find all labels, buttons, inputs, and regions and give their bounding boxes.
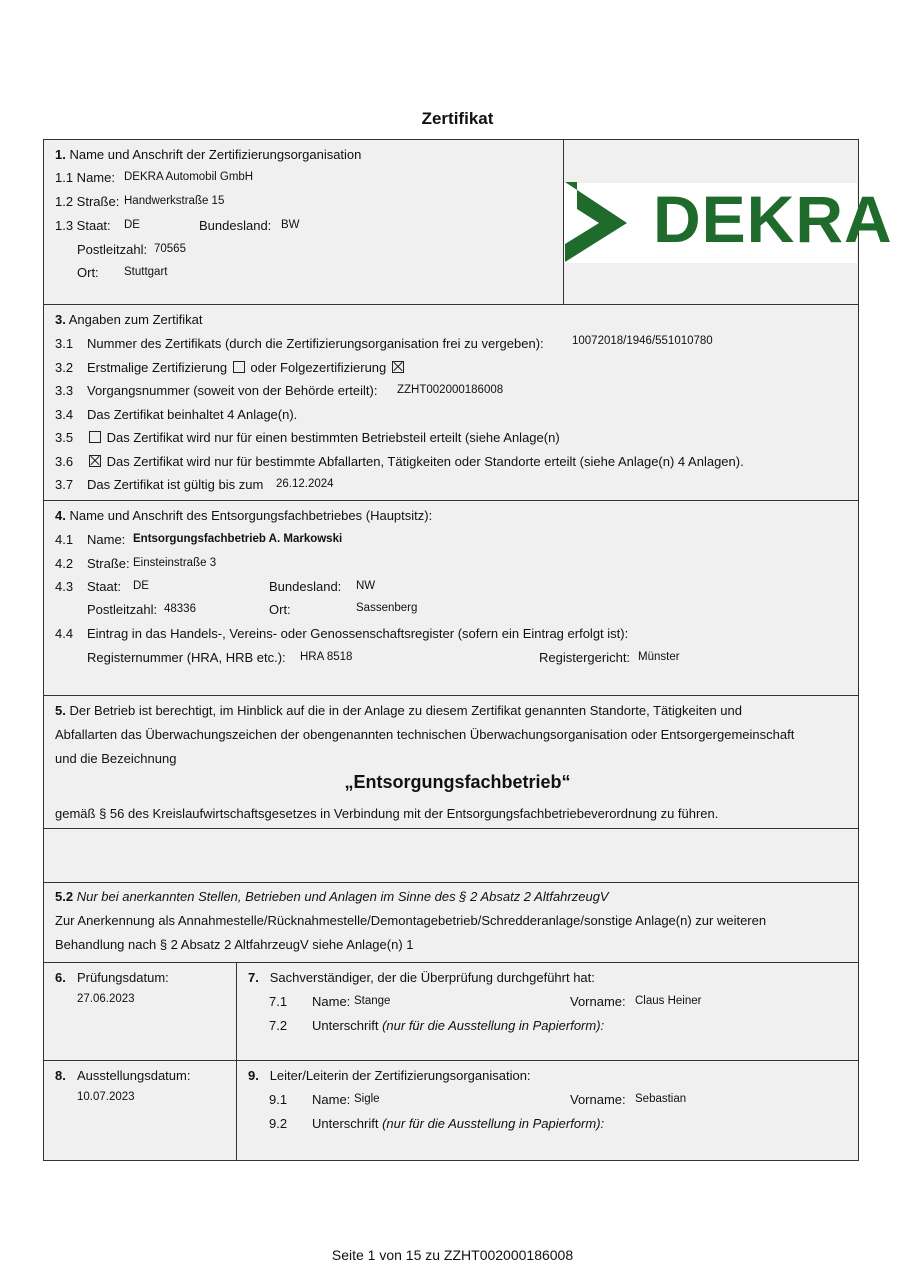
expert-name-label: Name: — [312, 994, 351, 1009]
head-firstname-label: Vorname: — [570, 1092, 626, 1107]
s7-2-num: 7.2 — [269, 1018, 288, 1033]
head-name-label: Name: — [312, 1092, 351, 1107]
certificate-number-value: 10072018/1946/551010780 — [572, 335, 713, 347]
company-plz-value: 48336 — [164, 603, 196, 615]
s3-4-text: Das Zertifikat beinhaltet 4 Anlage(n). — [87, 407, 298, 422]
s3-1-text: Nummer des Zertifikats (durch die Zertifizierungsorganisation frei zu vergeben): — [87, 336, 544, 351]
org-plz-value: 70565 — [154, 243, 186, 255]
expert-signature-label: Unterschrift (nur für die Ausstellung in Papierform): — [312, 1018, 605, 1033]
head-signature-label: Unterschrift (nur für die Ausstellung in Papierform): — [312, 1116, 605, 1131]
expert-firstname-value: Claus Heiner — [635, 995, 702, 1007]
company-ort-label: Ort: — [269, 602, 291, 617]
s4-1-label: Name: — [87, 532, 126, 547]
expert-name-value: Stange — [354, 995, 391, 1007]
s3-5-text: Das Zertifikat wird nur für einen bestimmten Betriebsteil erteilt (siehe Anlage(n) — [87, 430, 560, 445]
company-land-label: Bundesland: — [269, 579, 342, 594]
org-ort-value: Stuttgart — [124, 266, 168, 278]
s4-3-label: Staat: — [87, 579, 121, 594]
company-name-value: Entsorgungsfachbetrieb A. Markowski — [133, 533, 343, 545]
page-title: Zertifikat — [421, 109, 494, 128]
designation-title: „Entsorgungsfachbetrieb“ — [344, 772, 571, 792]
s5-line3: und die Bezeichnung — [55, 751, 177, 766]
org-street-value: Handwerkstraße 15 — [124, 195, 225, 207]
s3-2-text: Erstmalige Zertifizierung oder Folgezertifizierung — [87, 360, 406, 375]
head-firstname-value: Sebastian — [635, 1093, 687, 1105]
s9-1-num: 9.1 — [269, 1092, 288, 1107]
s4-3-num: 4.3 — [55, 579, 74, 594]
s5-2-line2: Behandlung nach § 2 Absatz 2 AltfahrzeugV siehe Anlage(n) 1 — [55, 937, 414, 952]
s3-1-num: 3.1 — [55, 336, 74, 351]
section-1-heading: 1. Name und Anschrift der Zertifizierungsorganisation — [55, 147, 362, 162]
s3-7-num: 3.7 — [55, 477, 74, 492]
follow-up-certification-checkbox — [392, 361, 404, 373]
valid-until-value: 26.12.2024 — [276, 478, 334, 490]
business-unit-checkbox — [89, 431, 101, 443]
s4-4-text: Eintrag in das Handels-, Vereins- oder Genossenschaftsregister (sofern ein Eintrag erfolgt ist): — [87, 626, 629, 641]
s3-3-text: Vorgangsnummer (soweit von der Behörde erteilt): — [87, 383, 378, 398]
inspection-date-value: 27.06.2023 — [77, 993, 135, 1005]
org-state-value: DE — [124, 219, 140, 231]
s4-2-num: 4.2 — [55, 556, 74, 571]
register-number-value: HRA 8518 — [300, 651, 353, 663]
company-ort-value: Sassenberg — [356, 602, 418, 614]
org-street-label: 1.2 Straße: — [55, 194, 120, 209]
s3-5-num: 3.5 — [55, 430, 74, 445]
page-footer: Seite 1 von 15 zu ZZHT002000186008 — [331, 1247, 574, 1263]
org-ort-label: Ort: — [77, 265, 99, 280]
s3-2-num: 3.2 — [55, 360, 74, 375]
waste-types-checkbox — [89, 455, 101, 467]
s3-6-num: 3.6 — [55, 454, 74, 469]
process-number-value: ZZHT002000186008 — [397, 384, 504, 396]
s9-heading: 9. Leiter/Leiterin der Zertifizierungsorganisation: — [248, 1068, 531, 1083]
s3-3-num: 3.3 — [55, 383, 74, 398]
section-3-heading: 3. Angaben zum Zertifikat — [55, 312, 203, 327]
org-plz-label: Postleitzahl: — [77, 242, 148, 257]
register-court-value: Münster — [638, 651, 680, 663]
s9-2-num: 9.2 — [269, 1116, 288, 1131]
section-1-box — [43, 139, 564, 305]
s3-7-text: Das Zertifikat ist gültig bis zum — [87, 477, 264, 492]
dekra-logo-text: DEKRA — [653, 182, 893, 256]
s8-num: 8. — [55, 1068, 66, 1083]
s4-2-label: Straße: — [87, 556, 130, 571]
issue-date-value: 10.07.2023 — [77, 1091, 135, 1103]
inspection-date-label: Prüfungsdatum: — [77, 970, 169, 985]
org-name-label: 1.1 Name: — [55, 170, 115, 185]
org-land-label: Bundesland: — [199, 218, 272, 233]
s4-1-num: 4.1 — [55, 532, 74, 547]
s7-1-num: 7.1 — [269, 994, 288, 1009]
first-certification-checkbox — [233, 361, 245, 373]
section-4-box — [43, 500, 859, 696]
section-5-2-heading: 5.2 Nur bei anerkannten Stellen, Betrieben und Anlagen im Sinne des § 2 Absatz 2 AltfahrzeugV — [55, 889, 609, 904]
s5-line2: Abfallarten das Überwachungszeichen der obengenannten technischen Überwachungsorganisation oder Entsorgergemeinschaft — [55, 727, 795, 742]
section-4-heading: 4. Name und Anschrift des Entsorgungsfachbetriebes (Hauptsitz): — [55, 508, 433, 523]
org-state-label: 1.3 Staat: — [55, 218, 111, 233]
register-number-label: Registernummer (HRA, HRB etc.): — [87, 650, 286, 665]
issue-date-label: Ausstellungsdatum: — [77, 1068, 191, 1083]
company-land-value: NW — [356, 580, 376, 592]
org-land-value: BW — [281, 219, 300, 231]
s3-4-num: 3.4 — [55, 407, 74, 422]
expert-firstname-label: Vorname: — [570, 994, 626, 1009]
section-3-box — [43, 304, 859, 501]
dekra-logo-icon — [565, 182, 629, 264]
s6-num: 6. — [55, 970, 66, 985]
s5-line4: gemäß § 56 des Kreislaufwirtschaftsgesetzes in Verbindung mit der Entsorgungsfachbetriebeverordnung zu führen. — [55, 806, 719, 821]
company-plz-label: Postleitzahl: — [87, 602, 158, 617]
register-court-label: Registergericht: — [539, 650, 631, 665]
s7-heading: 7. Sachverständiger, der die Überprüfung durchgeführt hat: — [248, 970, 595, 985]
company-state-value: DE — [133, 580, 149, 592]
org-name-value: DEKRA Automobil GmbH — [124, 171, 254, 183]
s5-2-line1: Zur Anerkennung als Annahmestelle/Rücknahmestelle/Demontagebetrieb/Schredderanlage/sonstige Anlage(n) zur weiteren — [55, 913, 767, 928]
empty-section-box — [43, 828, 859, 883]
company-street-value: Einsteinstraße 3 — [133, 557, 217, 569]
s4-4-num: 4.4 — [55, 626, 74, 641]
s3-6-text: Das Zertifikat wird nur für bestimmte Abfallarten, Tätigkeiten oder Standorte erteilt (siehe Anlage(n) 4 Anlagen). — [87, 454, 744, 469]
s5-line1: 5. Der Betrieb ist berechtigt, im Hinblick auf die in der Anlage zu diesem Zertifikat genannten Standorte, Tätigkeiten und — [55, 703, 742, 718]
head-name-value: Sigle — [354, 1093, 380, 1105]
